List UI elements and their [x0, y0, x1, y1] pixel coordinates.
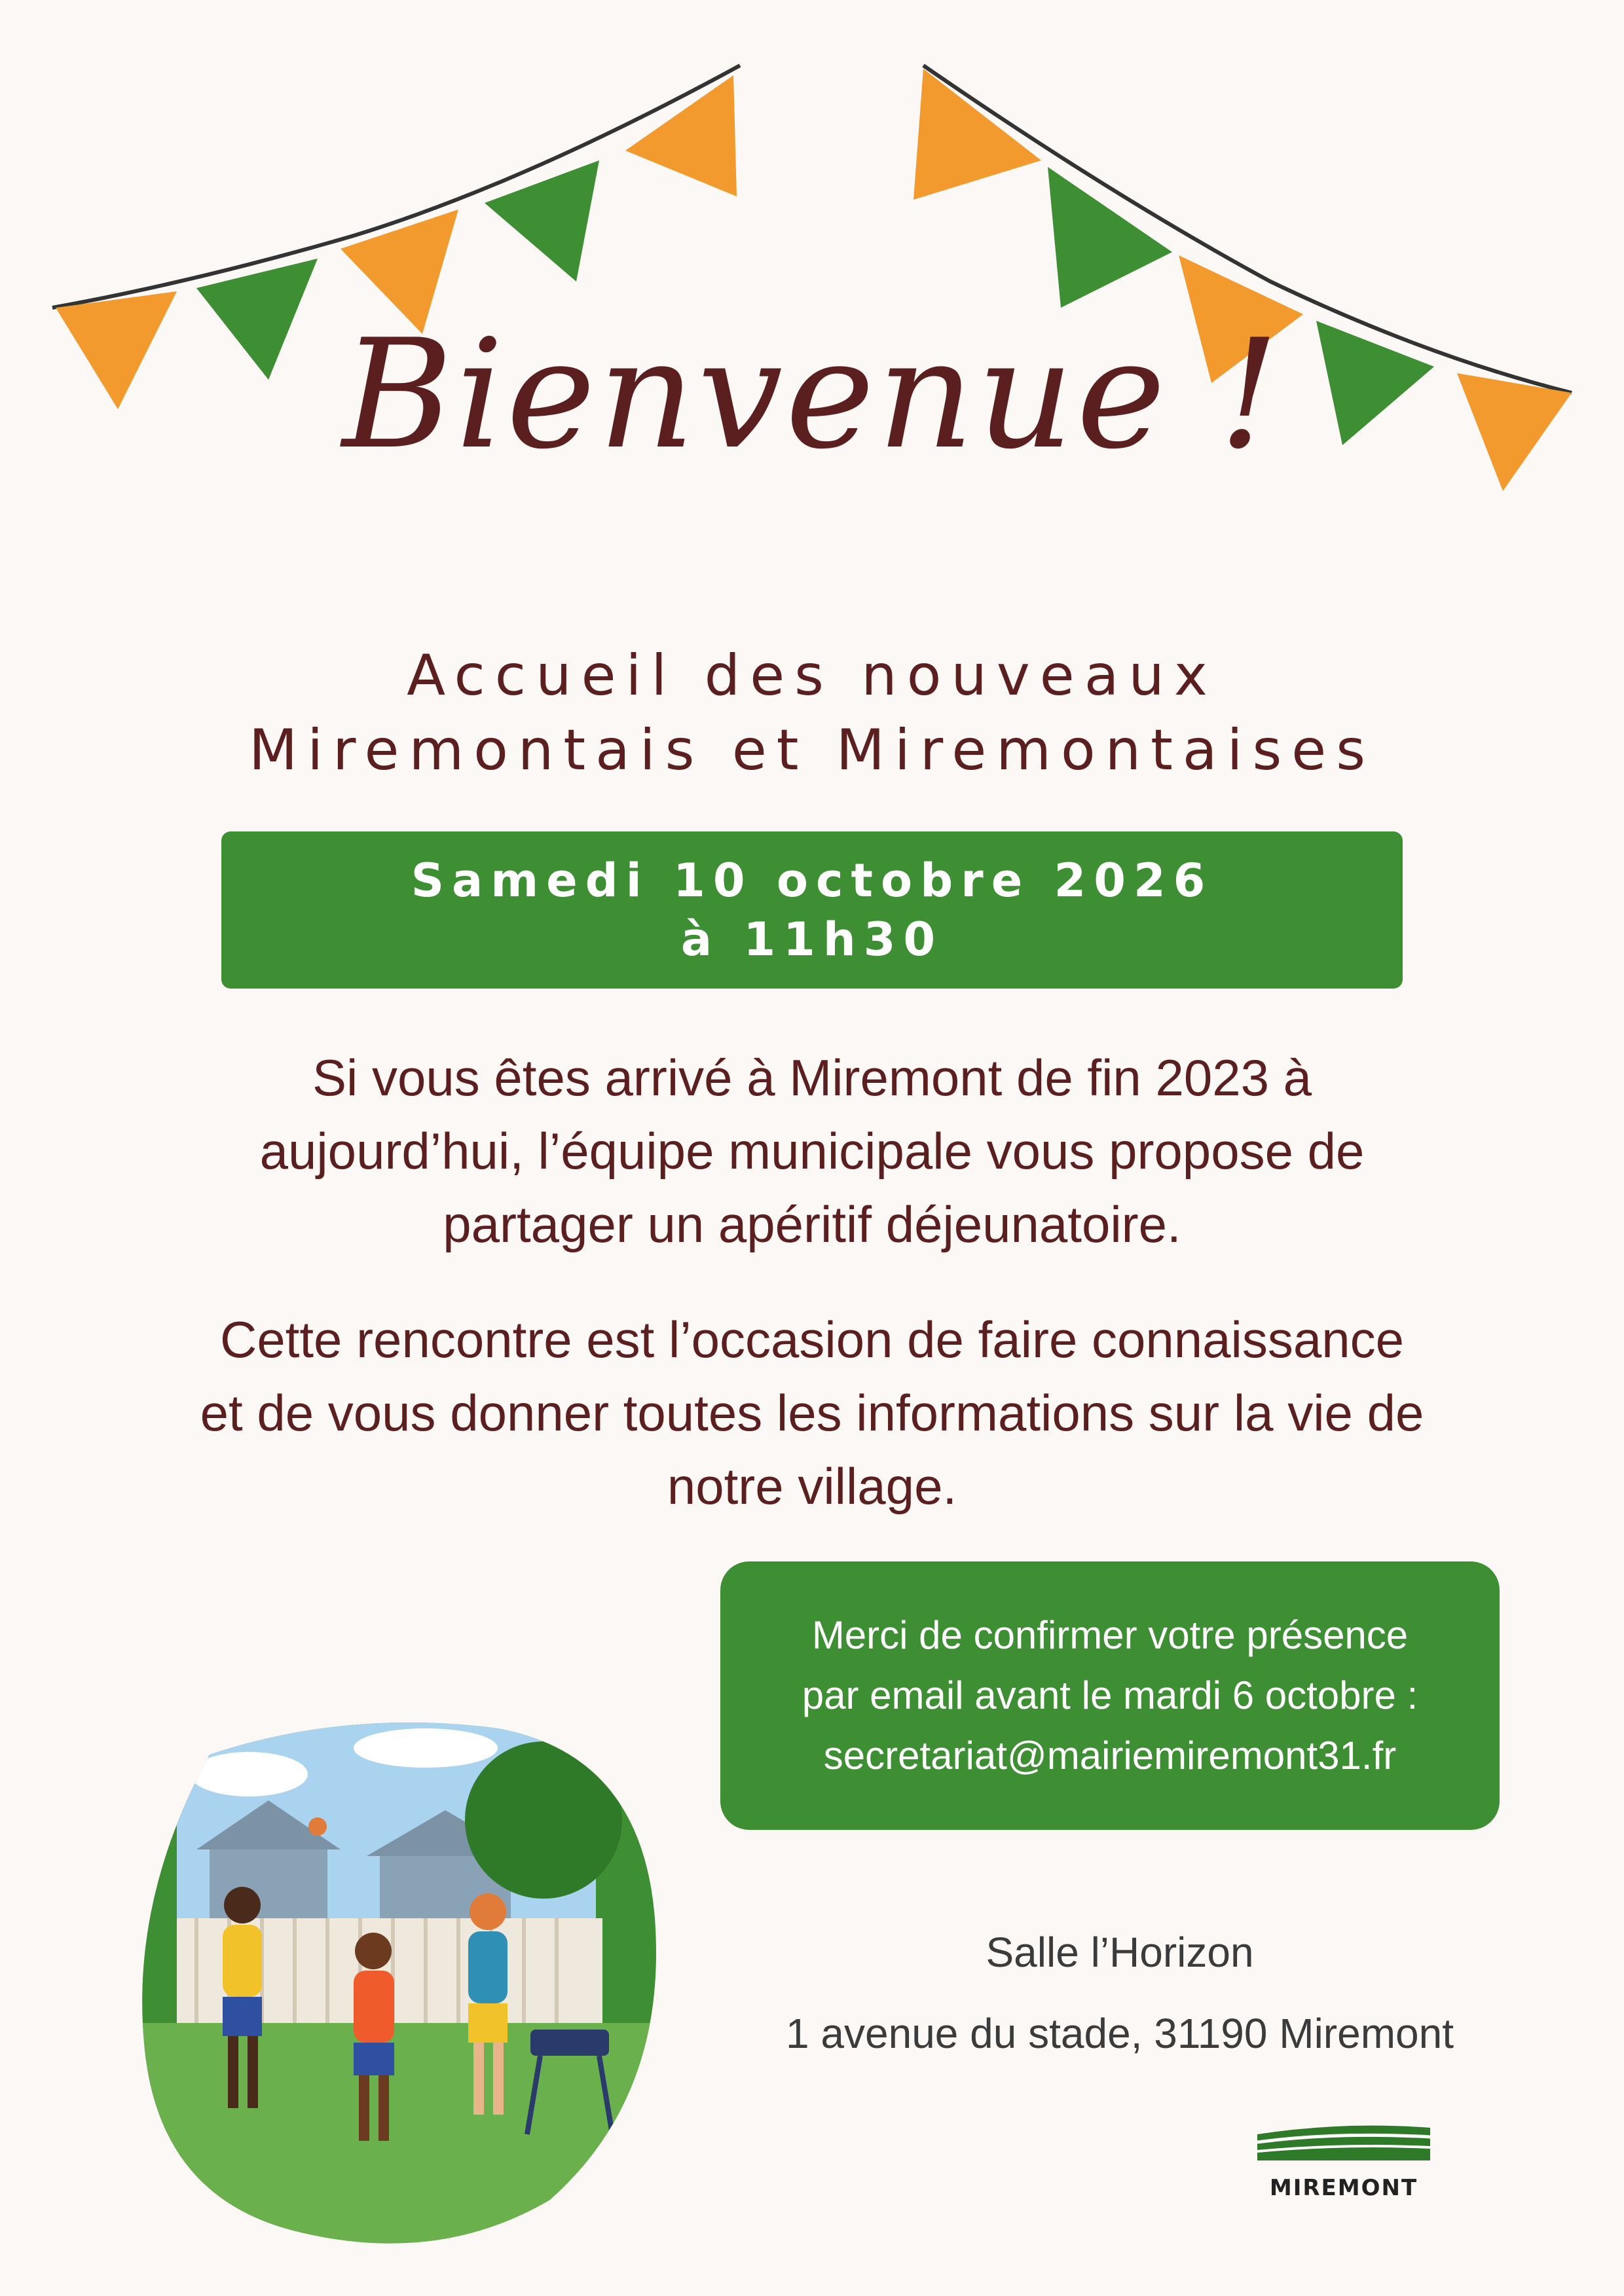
venue-block — [747, 1912, 1493, 2074]
subtitle-line-2: Miremontais et Miremontaises — [249, 718, 1375, 783]
purpose-line-1: Cette rencontre est l’occasion de faire connaissance — [219, 1311, 1404, 1368]
intro-line-2: aujourd’hui, l’équipe municipale vous propose de — [259, 1122, 1365, 1180]
purpose-line-2: et de vous donner toutes les informations sur la vie de — [200, 1384, 1424, 1442]
welcome-title: Bienvenue ! — [342, 308, 1282, 483]
date-banner — [221, 831, 1403, 989]
event-time: à 11h30 — [680, 913, 944, 966]
garden-party-illustration — [131, 1702, 668, 2246]
intro-line-1: Si vous êtes arrivé à Miremont de fin 2023 à — [312, 1049, 1312, 1106]
venue-address: 1 avenue du stade, 31190 Miremont — [786, 2010, 1454, 2057]
venue-name: Salle l’Horizon — [986, 1929, 1254, 1976]
miremont-logo — [1257, 2121, 1430, 2174]
rsvp-line-2: par email avant le mardi 6 octobre : — [802, 1673, 1418, 1717]
subtitle-line-1: Accueil des nouveaux — [407, 643, 1217, 708]
miremont-logo-text: MIREMONT — [1269, 2175, 1418, 2201]
rsvp-email-link[interactable]: secretariat@mairiemiremont31.fr — [823, 1734, 1397, 1777]
rsvp-box — [720, 1561, 1500, 1830]
event-subtitle — [98, 638, 1526, 788]
purpose-line-3: notre village. — [667, 1457, 957, 1515]
event-date: Samedi 10 octobre 2026 — [411, 854, 1213, 907]
rsvp-line-1: Merci de confirmer votre présence — [811, 1613, 1409, 1657]
intro-line-3: partager un apéritif déjeunatoire. — [443, 1195, 1181, 1253]
intro-paragraph — [196, 1041, 1428, 1261]
purpose-paragraph — [196, 1303, 1428, 1523]
